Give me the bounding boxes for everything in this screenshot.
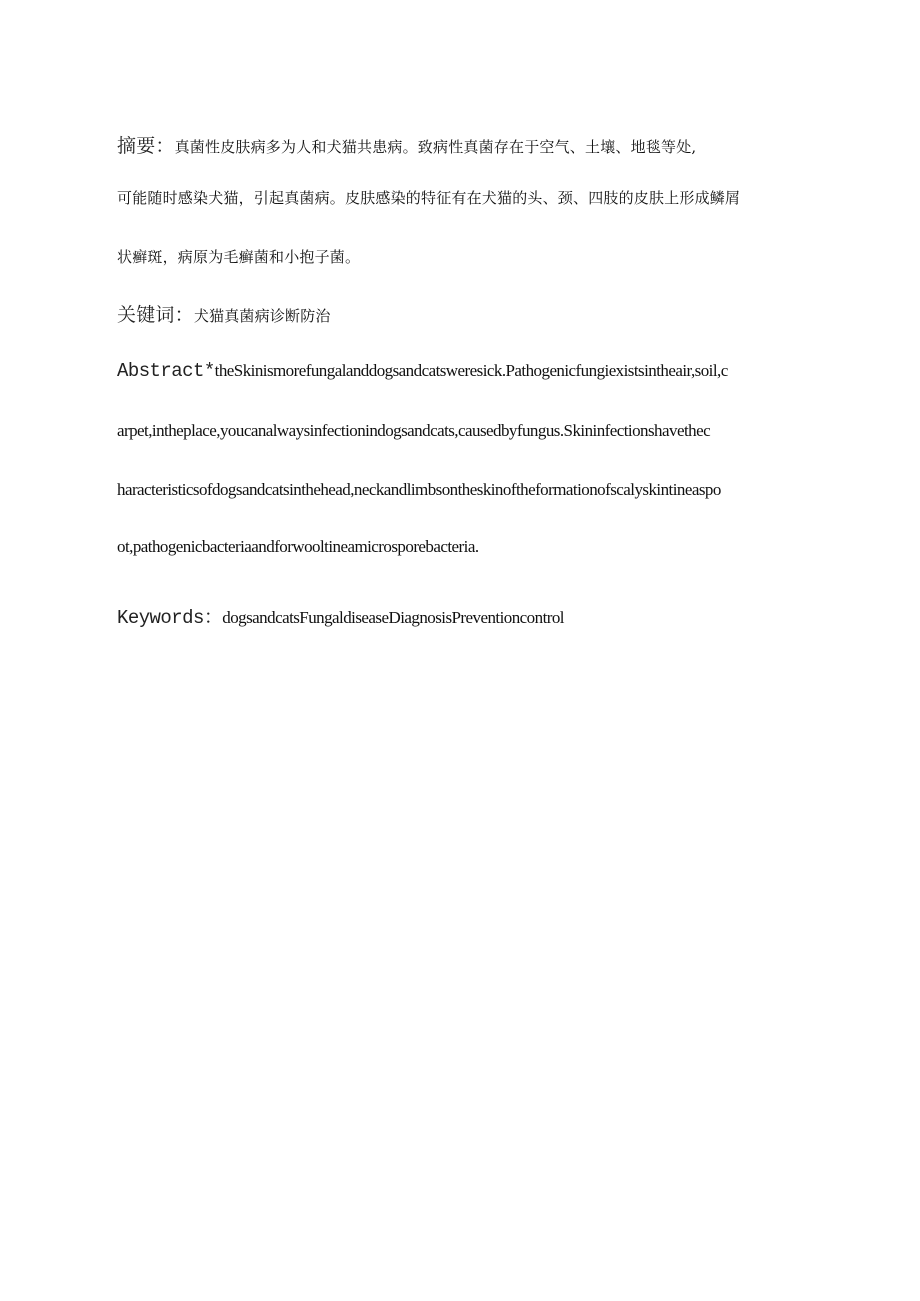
abstract-en-line-2: [117, 421, 710, 441]
abstract-en-text-1: theSkinismorefungalanddogsandcatsweresick.Pathogenicfungiexistsintheair,soil,c: [214, 361, 728, 380]
abstract-en-line-3: [117, 480, 721, 500]
abstract-cn-line-1: [117, 131, 696, 158]
keywords-en-text: dogsandcatsFungaldiseaseDiagnosisPreventioncontrol: [222, 608, 564, 627]
keywords-cn-text: 犬猫真菌病诊断防治: [193, 307, 331, 325]
abstract-en-label: Abstract*: [117, 360, 215, 382]
abstract-en-text-3: haracteristicsofdogsandcatsinthehead,neckandlimbsontheskinoftheformationofscalyskintineaspo: [117, 480, 721, 499]
abstract-en-text-2: arpet,intheplace,youcanalwaysinfectionindogsandcats,causedbyfungus.Skininfectionshavethec: [117, 421, 711, 440]
abstract-cn-text-1: 真菌性皮肤病多为人和犬猫共患病。致病性真菌存在于空气、土壤、地毯等处,: [174, 138, 697, 156]
abstract-cn-text-3: 状癣斑，病原为毛癣菌和小抱子菌。: [117, 248, 361, 266]
abstract-cn-text-2: 可能随时感染犬猫，引起真菌病。皮肤感染的特征有在犬猫的头、颈、四肢的皮肤上形成鳞屑: [117, 189, 741, 207]
abstract-en-line-4: [117, 537, 479, 557]
keywords-cn-label: 关键词：: [117, 304, 194, 326]
abstract-en-text-4: ot,pathogenicbacteriaandforwooltineamicrosporebacteria.: [117, 537, 479, 556]
keywords-en-label: Keywords：: [117, 607, 223, 629]
keywords-cn-line: [117, 300, 331, 327]
abstract-cn-label: 摘要：: [117, 135, 175, 157]
abstract-cn-line-3: [117, 246, 360, 267]
abstract-cn-line-2: [117, 187, 740, 208]
abstract-en-line-1: [117, 360, 728, 382]
keywords-en-line: [117, 602, 564, 629]
